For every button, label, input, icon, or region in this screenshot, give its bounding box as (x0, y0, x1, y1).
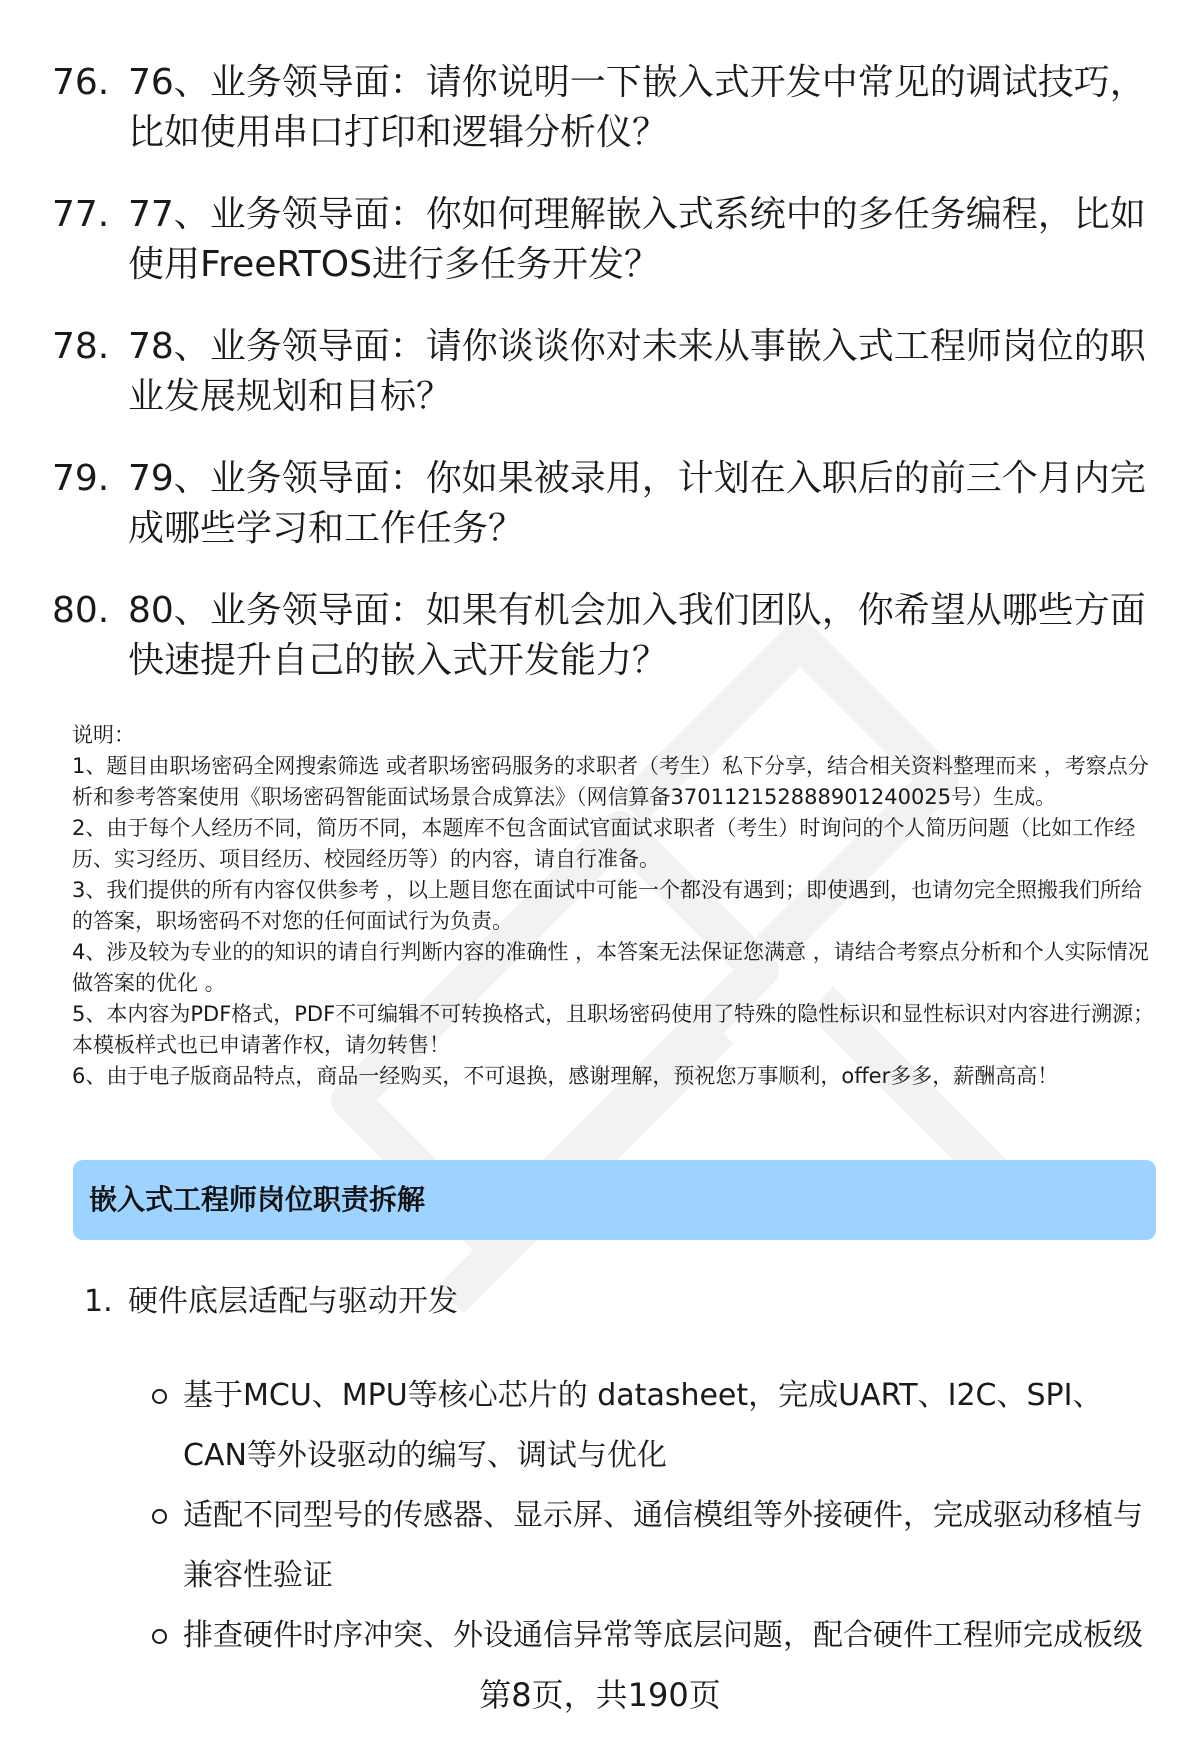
circle-bullet-icon (150, 1606, 183, 1666)
bullet-text: 基于MCU、MPU等核心芯片的 datasheet，完成UART、I2C、SPI、CAN等外设驱动的编写、调试与优化 (183, 1378, 1103, 1473)
question-list (52, 58, 1152, 718)
duty-bullet-list (150, 1366, 1160, 1666)
duty-title: 硬件底层适配与驱动开发 (128, 1284, 458, 1319)
question-item (52, 586, 1152, 686)
question-text: 77、业务领导面：你如何理解嵌入式系统中的多任务编程，比如使用FreeRTOS进行多任务开发？ (128, 194, 1146, 285)
note-item: 5、本内容为PDF格式，PDF不可编辑不可转换格式，且职场密码使用了特殊的隐性标识和显性标识对内容进行溯源；本模板样式也已申请著作权，请勿转售！ (72, 1002, 1155, 1057)
note-item: 6、由于电子版商品特点，商品一经购买，不可退换，感谢理解，预祝您万事顺利，offer多多，薪酬高高！ (72, 1064, 1059, 1088)
question-text: 76、业务领导面：请你说明一下嵌入式开发中常见的调试技巧，比如使用串口打印和逻辑分析仪？ (128, 62, 1146, 153)
note-item: 2、由于每个人经历不同，简历不同，本题库不包含面试官面试求职者（考生）时询问的个人简历问题（比如工作经历、实习经历、项目经历、校园经历等）的内容，请自行准备。 (72, 816, 1136, 871)
bullet-item (150, 1606, 1160, 1666)
notes-heading: 说明： (72, 723, 135, 747)
bullet-item (150, 1486, 1160, 1606)
page-footer: 第8页，共190页 (479, 1676, 721, 1714)
question-text: 78、业务领导面：请你谈谈你对未来从事嵌入式工程师岗位的职业发展规划和目标？ (128, 326, 1146, 417)
bullet-text: 适配不同型号的传感器、显示屏、通信模组等外接硬件，完成驱动移植与兼容性验证 (183, 1498, 1143, 1593)
question-item (52, 58, 1152, 158)
question-item (52, 190, 1152, 290)
question-number: 79. (52, 458, 110, 499)
note-item: 1、题目由职场密码全网搜索筛选 或者职场密码服务的求职者（考生）私下分享，结合相关资料整理而来 ，考察点分析和参考答案使用《职场密码智能面试场景合成算法》（网信算备370112152888901240025号）生成。 (72, 754, 1149, 809)
note-item: 4、涉及较为专业的的知识的请自行判断内容的准确性 ，本答案无法保证您满意 ，请结合考察点分析和个人实际情况做答案的优化 。 (72, 940, 1149, 995)
question-item (52, 322, 1152, 422)
notes-block (72, 720, 1162, 1092)
question-text: 79、业务领导面：你如果被录用，计划在入职后的前三个月内完成哪些学习和工作任务？ (128, 458, 1146, 549)
question-item (52, 454, 1152, 554)
bullet-text: 排查硬件时序冲突、外设通信异常等底层问题，配合硬件工程师完成板级 (183, 1618, 1143, 1653)
section-header (73, 1160, 1156, 1240)
question-number: 78. (52, 326, 110, 367)
bullet-item (150, 1366, 1160, 1486)
note-item: 3、我们提供的所有内容仅供参考 ，以上题目您在面试中可能一个都没有遇到；即使遇到，也请勿完全照搬我们所给的答案，职场密码不对您的任何面试行为负责。 (72, 878, 1143, 933)
duty-number: 1. (84, 1284, 113, 1319)
section-title: 嵌入式工程师岗位职责拆解 (89, 1183, 426, 1216)
duty-heading (84, 1277, 458, 1327)
circle-bullet-icon (150, 1486, 183, 1606)
question-number: 76. (52, 62, 110, 103)
question-text: 80、业务领导面：如果有机会加入我们团队，你希望从哪些方面快速提升自己的嵌入式开发能力？ (128, 590, 1146, 681)
question-number: 77. (52, 194, 110, 235)
question-number: 80. (52, 590, 110, 631)
circle-bullet-icon (150, 1366, 183, 1486)
